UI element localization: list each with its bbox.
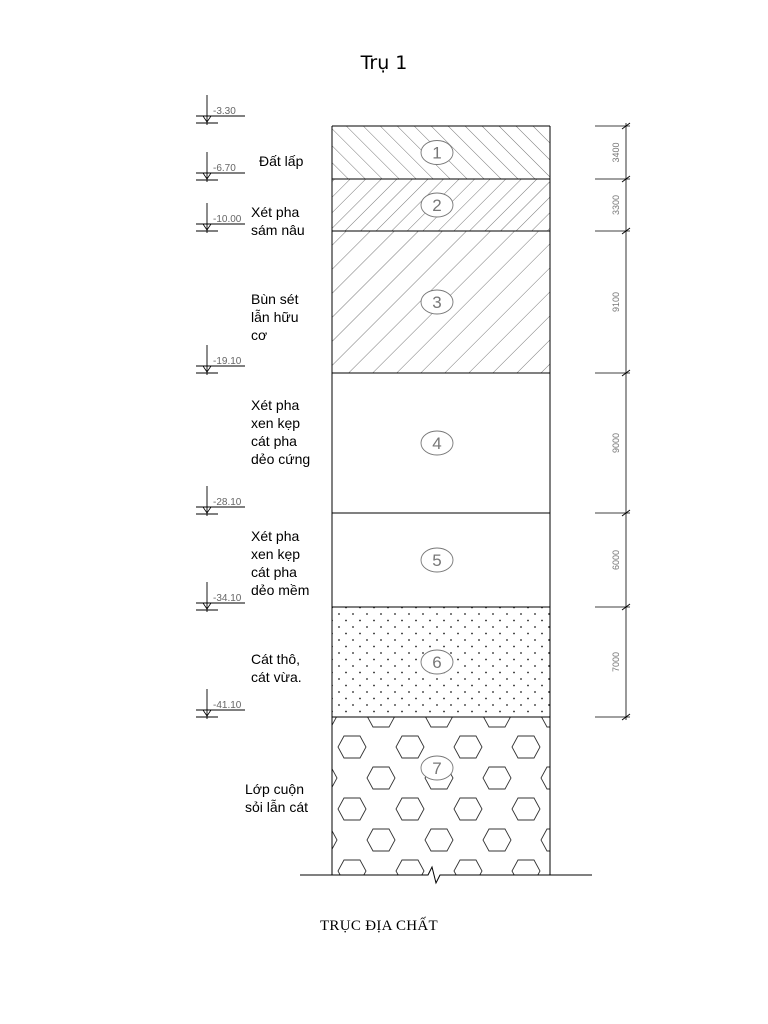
elevation-value: -19.10	[213, 356, 242, 367]
elevation-marker	[196, 203, 245, 233]
layer-4-label: Xét pha xen kẹp cát pha dẻo cứng	[251, 397, 311, 467]
layer-5-label: Xét pha xen kẹp cát pha dẻo mềm	[251, 528, 310, 598]
elevation-value: -41.10	[213, 700, 242, 711]
elevation-marker	[196, 582, 245, 612]
layer-5-thickness: 6000	[611, 549, 621, 571]
layer-fills	[332, 126, 550, 875]
layer-7-number: 7	[432, 759, 442, 778]
layer-1-thickness: 3400	[611, 142, 621, 163]
thickness-dimensions	[595, 123, 630, 720]
elevation-value: -28.10	[213, 497, 242, 508]
elevation-value: -34.10	[213, 593, 242, 604]
elevation-markers	[196, 95, 245, 719]
layer-6-number: 6	[432, 653, 442, 672]
diagram-title: Trụ 1	[360, 52, 408, 74]
layer-3-number: 3	[432, 293, 442, 312]
elevation-marker	[196, 95, 245, 125]
elevation-marker	[196, 152, 245, 182]
layer-4-thickness: 9000	[611, 432, 621, 454]
layer-7-label: Lớp cuộn sỏi lẫn cát	[245, 781, 309, 815]
layer-6-thickness: 7000	[611, 651, 621, 673]
layer-2-thickness: 3300	[611, 194, 621, 216]
elevation-marker	[196, 689, 245, 719]
elevation-value: -6.70	[213, 163, 236, 174]
layer-6-label: Cát thô, cát vừa.	[251, 651, 302, 685]
layer-5-number: 5	[432, 551, 442, 570]
layer-3-thickness: 9100	[611, 291, 621, 313]
elevation-marker	[196, 486, 245, 516]
layer-1-number: 1	[432, 143, 442, 163]
elevation-value: -3.30	[213, 106, 236, 117]
layer-2-number: 2	[432, 196, 442, 215]
layer-1-label: Đất lấp	[259, 153, 304, 169]
layer-7-fill	[332, 717, 550, 875]
layer-4-number: 4	[432, 434, 442, 453]
diagram-caption: TRỤC ĐỊA CHẤT	[319, 918, 439, 934]
layer-3-label: Bùn sét lẫn hữu cơ	[251, 291, 299, 343]
layer-2-label: Xét pha sám nâu	[251, 204, 305, 238]
elevation-marker	[196, 345, 245, 375]
elevation-value: -10.00	[213, 214, 242, 225]
